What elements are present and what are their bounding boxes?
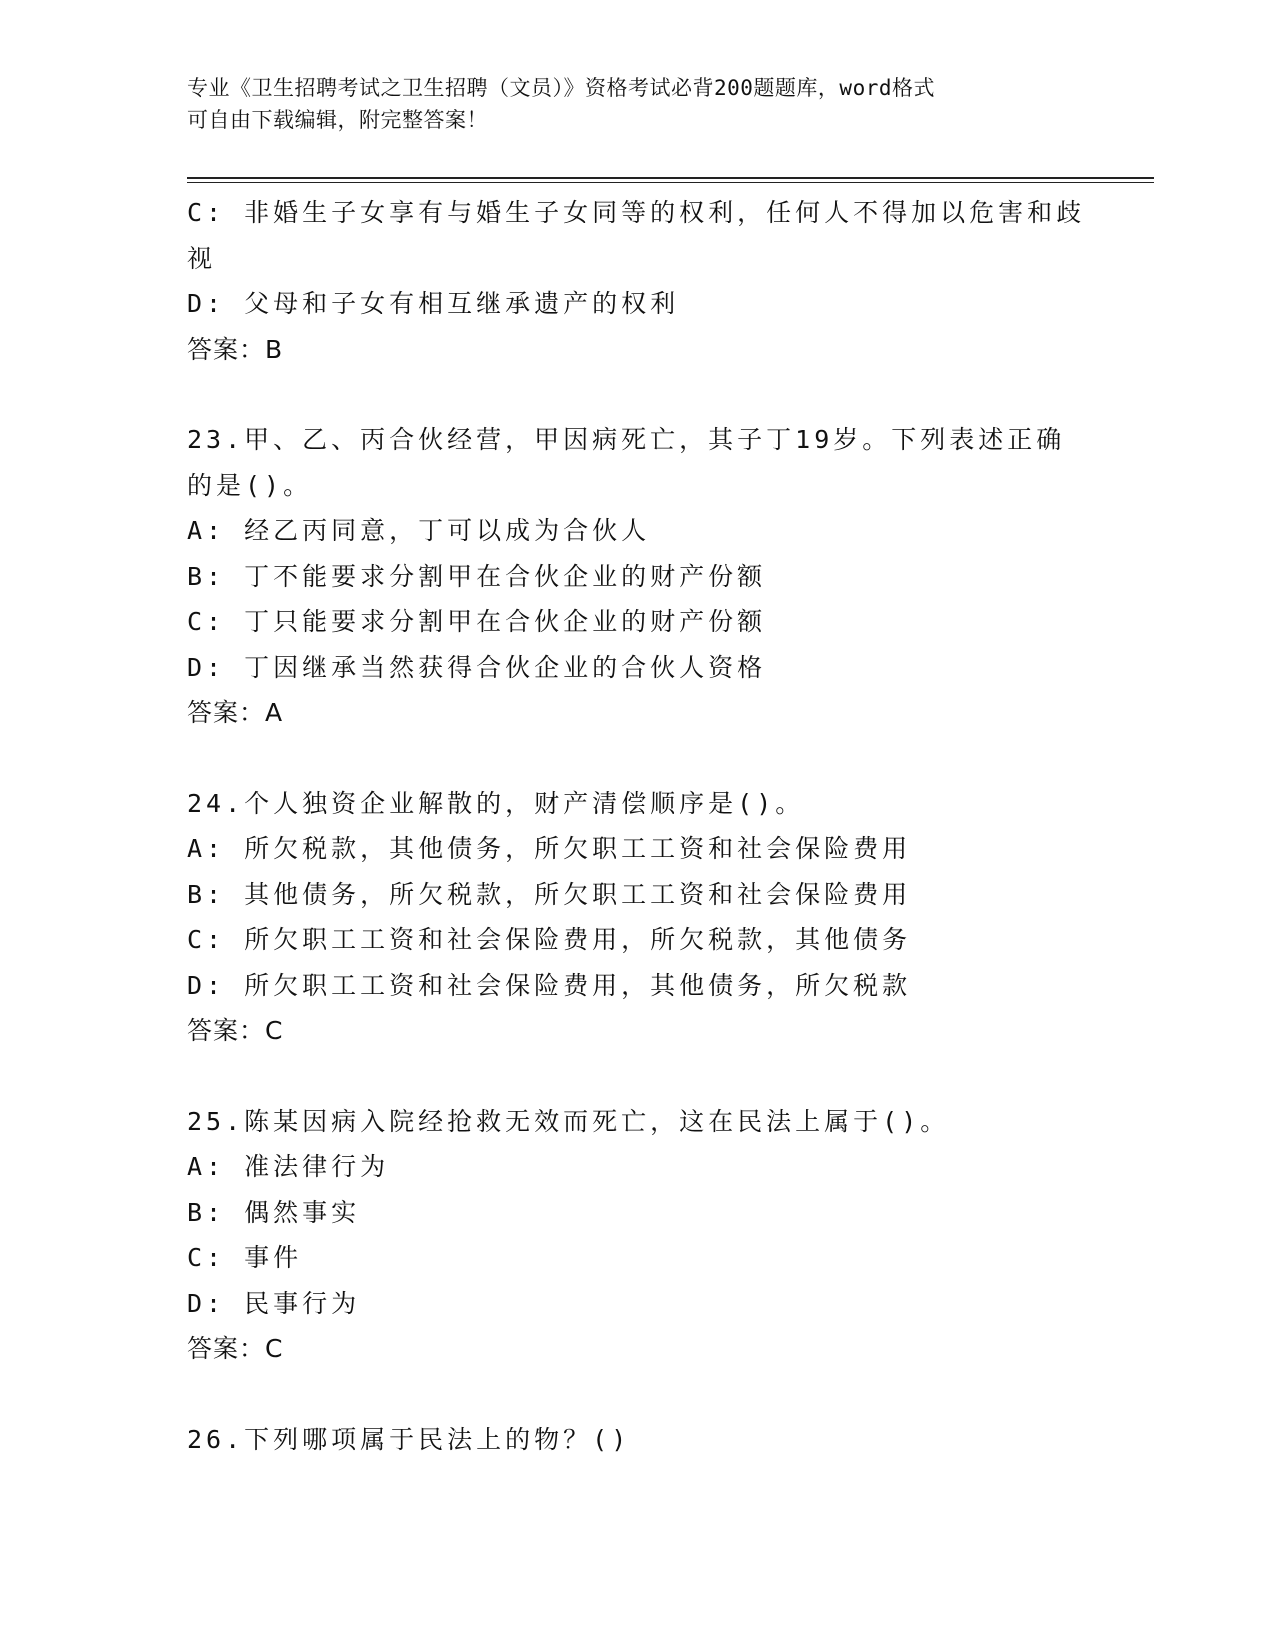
spacer (187, 736, 1087, 781)
question-26 (187, 1417, 1087, 1463)
option-d: D: 父母和子女有相互继承遗产的权利 (187, 289, 680, 318)
spacer (187, 372, 1087, 417)
question-text: 23.甲、乙、丙合伙经营，甲因病死亡，其子丁19岁。下列表述正确 (187, 425, 1066, 454)
question-text: 26.下列哪项属于民法上的物？() (187, 1424, 631, 1454)
option-c: C: 所欠职工工资和社会保险费用，所欠税款，其他债务 (187, 925, 912, 954)
header-divider-thick (187, 177, 1154, 179)
question-24 (187, 781, 1087, 1054)
question-22-continued (187, 190, 1087, 372)
question-text-wrap: 的是()。 (187, 470, 313, 500)
option-d: D: 所欠职工工资和社会保险费用，其他债务，所欠税款 (187, 970, 912, 1000)
header-line-1: 专业《卫生招聘考试之卫生招聘（文员）》资格考试必背200题题库，word格式 (187, 76, 935, 100)
question-23 (187, 417, 1087, 736)
header-divider-thin (187, 182, 1154, 183)
option-d: D: 丁因继承当然获得合伙企业的合伙人资格 (187, 652, 767, 682)
question-text: 24.个人独资企业解散的，财产清偿顺序是()。 (187, 788, 805, 818)
header-line-2: 可自由下载编辑，附完整答案！ (187, 108, 488, 132)
option-b: B: 偶然事实 (187, 1197, 361, 1227)
answer: 答案：B (187, 334, 284, 364)
answer: 答案：C (187, 1334, 284, 1363)
option-c-wrap: 视 (187, 243, 217, 273)
question-list (187, 190, 1087, 1462)
document-header (187, 72, 1087, 136)
question-25 (187, 1099, 1087, 1372)
option-c: C: 丁只能要求分割甲在合伙企业的财产份额 (187, 607, 767, 636)
option-c: C: 事件 (187, 1243, 303, 1272)
option-b: B: 丁不能要求分割甲在合伙企业的财产份额 (187, 561, 767, 591)
spacer (187, 1372, 1087, 1417)
option-a: A: 准法律行为 (187, 1152, 390, 1181)
option-c: C: 非婚生子女享有与婚生子女同等的权利，任何人不得加以危害和歧 (187, 198, 1086, 227)
option-a: A: 经乙丙同意，丁可以成为合伙人 (187, 516, 651, 545)
answer: 答案：A (187, 698, 284, 727)
question-text: 25.陈某因病入院经抢救无效而死亡，这在民法上属于()。 (187, 1106, 950, 1136)
option-b: B: 其他债务，所欠税款，所欠职工工资和社会保险费用 (187, 879, 912, 909)
answer: 答案：C (187, 1016, 284, 1045)
option-d: D: 民事行为 (187, 1288, 361, 1318)
spacer (187, 1054, 1087, 1099)
option-a: A: 所欠税款，其他债务，所欠职工工资和社会保险费用 (187, 834, 912, 863)
